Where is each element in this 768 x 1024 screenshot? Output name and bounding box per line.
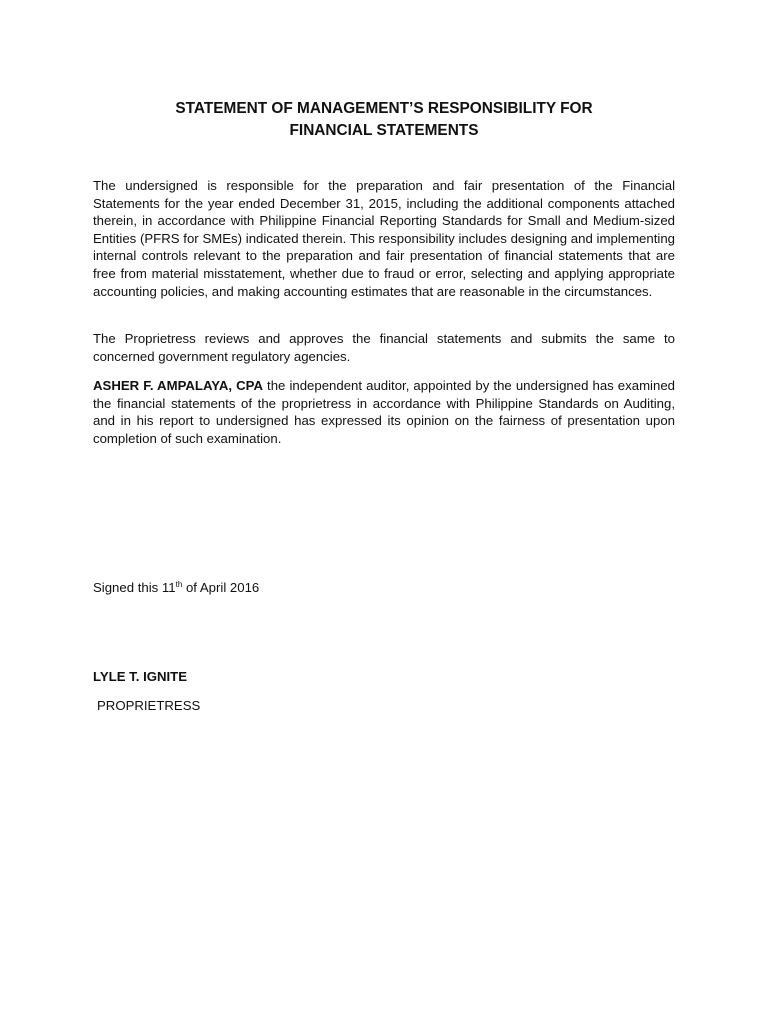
review-paragraph: The Proprietress reviews and approves the financial statements and submits the same to concerned government regulatory agencies. (93, 331, 675, 364)
signed-date-ordinal: th (175, 580, 183, 589)
signed-date-line (93, 579, 259, 597)
responsibility-paragraph: The undersigned is responsible for the preparation and fair presentation of the Financial Statements for the year ended December 31, 2015, including the additional components attached therein, in accordance with Philippine Financial Reporting Standards for Small and Medium-sized Entities (PFRS for SMEs) indicated therein. This responsibility includes designing and implementing internal controls relevant to the preparation and fair presentation of financial statements that are free from material misstatement, whether due to fraud or error, selecting and applying appropriate accounting policies, and making accounting estimates that are reasonable in the circumstances. (93, 178, 675, 299)
auditor-paragraph (93, 377, 675, 447)
document-title-line2: FINANCIAL STATEMENTS (289, 122, 479, 139)
signer-name: LYLE T. IGNITE (93, 669, 188, 684)
signer-title: PROPRIETRESS (97, 698, 201, 713)
auditor-paragraph-text: the independent auditor, appointed by the undersigned has examined the financial statements of the proprietress in accordance with Philippine Standards on Auditing, and in his report to undersigned has expressed its opinion on the fairness of presentation upon completion of such examination. (93, 378, 675, 446)
signed-date-prefix: Signed this 11 (93, 580, 176, 595)
auditor-name: ASHER F. AMPALAYA, CPA (93, 378, 263, 393)
document-title-line1: STATEMENT OF MANAGEMENT’S RESPONSIBILITY FOR (175, 100, 593, 117)
signed-date-rest: of April 2016 (182, 580, 260, 595)
document-title (93, 98, 675, 142)
